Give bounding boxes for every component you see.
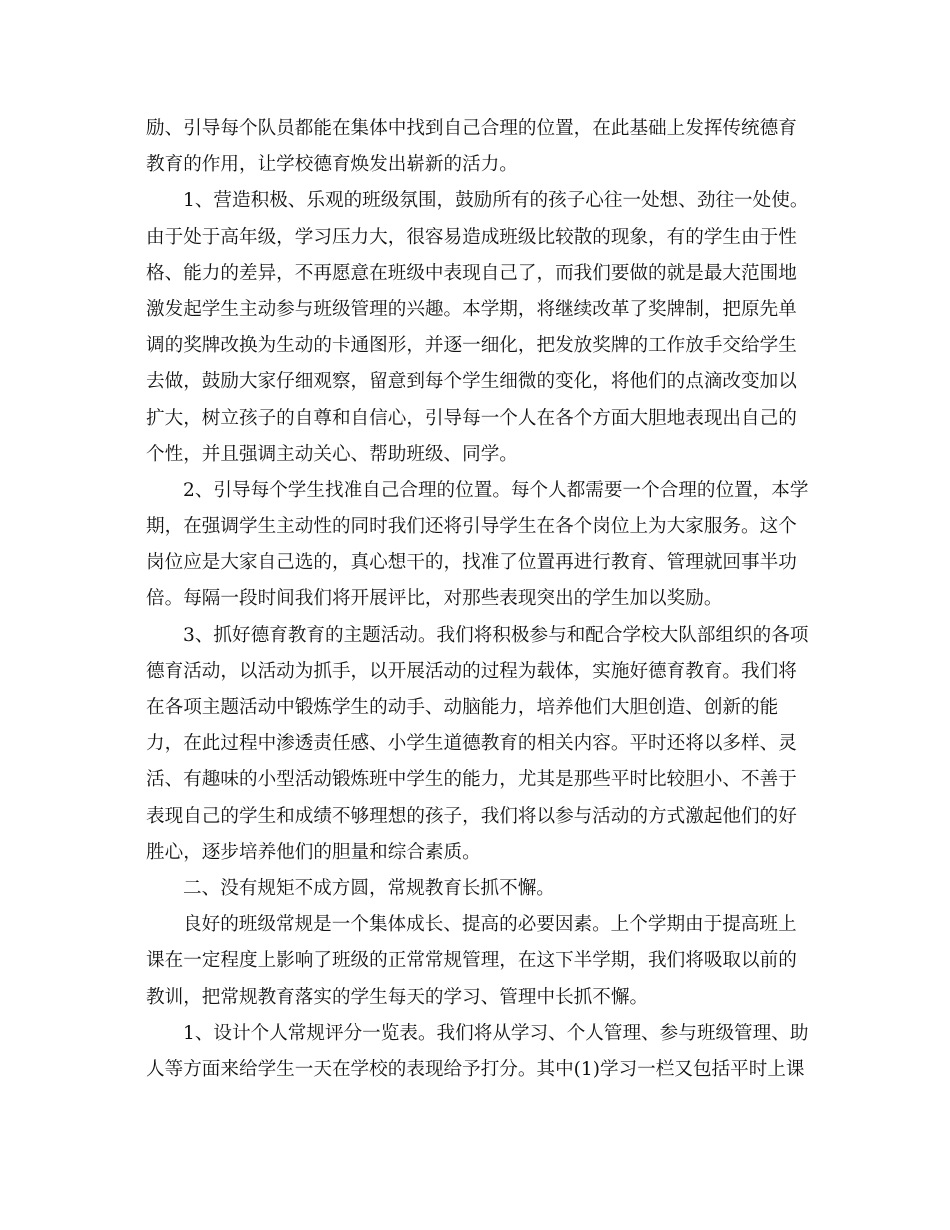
text-line: 个性，并且强调主动关心、帮助班级、同学。	[146, 443, 518, 465]
text-line: 调的奖牌改换为生动的卡通图形，并逐一细化，把发放奖牌的工作放手交给学生	[146, 335, 797, 357]
text-line: 岗位应是大家自己选的，真心想干的，找准了位置再进行教育、管理就回事半功	[146, 552, 797, 574]
text-line: 力，在此过程中渗透责任感、小学生道德教育的相关内容。平时还将以多样、灵	[146, 733, 797, 755]
text-line: 课在一定程度上影响了班级的正常常规管理，在这下半学期，我们将吸取以前的	[146, 950, 797, 972]
text-line: 格、能力的差异，不再愿意在班级中表现自己了，而我们要做的就是最大范围地	[146, 262, 797, 284]
text-line: 去做，鼓励大家仔细观察，留意到每个学生细微的变化，将他们的点滴改变加以	[146, 371, 797, 393]
text-line: 活、有趣味的小型活动锻炼班中学生的能力，尤其是那些平时比较胆小、不善于	[146, 769, 797, 791]
text-line: 人等方面来给学生一天在学校的表现给予打分。其中(1)学习一栏又包括平时上课	[146, 1058, 805, 1080]
text-line: 倍。每隔一段时间我们将开展评比，对那些表现突出的学生加以奖励。	[146, 588, 723, 610]
text-line: 2、引导每个学生找准自己合理的位置。每个人都需要一个合理的位置，本学	[183, 479, 809, 501]
text-line: 在各项主题活动中锻炼学生的动手、动脑能力，培养他们大胆创造、创新的能	[146, 697, 779, 718]
text-line: 期，在强调学生主动性的同时我们还将引导学生在各个岗位上为大家服务。这个	[146, 516, 797, 538]
text-line: 1、设计个人常规评分一览表。我们将从学习、个人管理、参与班级管理、助	[183, 1022, 809, 1044]
text-line: 德育活动，以活动为抓手，以开展活动的过程为载体，实施好德育教育。我们将	[146, 660, 797, 682]
text-line: 二、没有规矩不成方圆，常规教育长抓不懈。	[183, 877, 555, 899]
text-line: 由于处于高年级，学习压力大，很容易造成班级比较散的现象，有的学生由于性	[146, 226, 797, 248]
text-line: 教育的作用，让学校德育焕发出崭新的活力。	[146, 154, 518, 176]
text-line: 扩大，树立孩子的自尊和自信心，引导每一个人在各个方面大胆地表现出自己的	[146, 407, 797, 429]
body-text	[146, 111, 810, 1088]
text-line: 1、营造积极、乐观的班级氛围，鼓励所有的孩子心往一处想、劲往一处使。	[183, 190, 809, 212]
text-line: 3、抓好德育教育的主题活动。我们将积极参与和配合学校大队部组织的各项	[183, 624, 809, 646]
text-line: 良好的班级常规是一个集体成长、提高的必要因素。上个学期由于提高班上	[183, 914, 797, 936]
text-line: 胜心，逐步培养他们的胆量和综合素质。	[146, 841, 481, 863]
text-line: 教训，把常规教育落实的学生每天的学习、管理中长抓不懈。	[146, 986, 649, 1008]
text-line: 激发起学生主动参与班级管理的兴趣。本学期，将继续改革了奖牌制，把原先单	[146, 298, 797, 320]
text-line: 励、引导每个队员都能在集体中找到自己合理的位置，在此基础上发挥传统德育	[146, 118, 797, 139]
text-line: 表现自己的学生和成绩不够理想的孩子，我们将以参与活动的方式激起他们的好	[146, 805, 797, 827]
